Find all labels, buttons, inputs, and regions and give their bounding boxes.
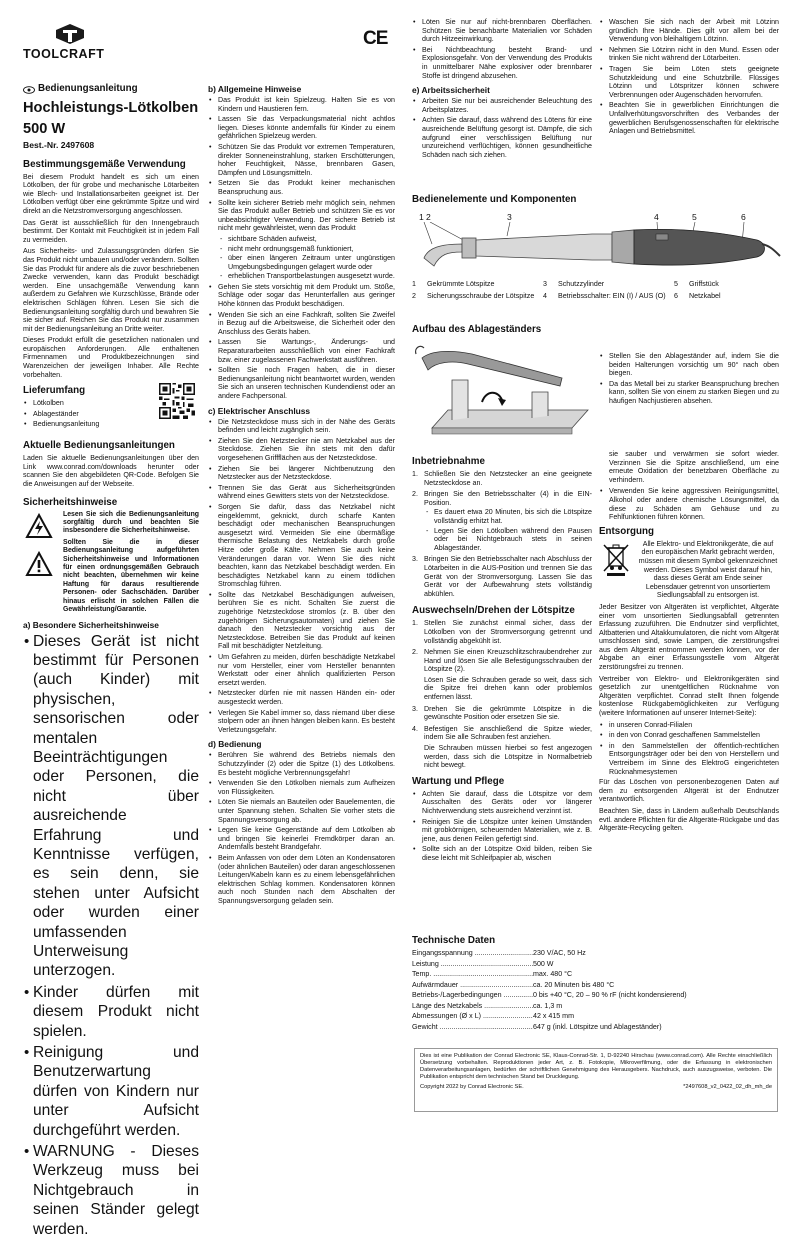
list-item: • Dieses Gerät ist nicht bestimmt für Personen (auch Kinder) mit physischen, sensorischen oder mentalen Beeinträchtigungen oder Personen, die nicht über ausreichende Erfahrung und Kenntnisse verfügen, es sein denn, sie stehen unter Aufsicht oder wurden einer umfassenden Unterweisung unterzogen. — [23, 632, 199, 981]
component-label: Netzkabel — [689, 291, 721, 300]
component-number: 4 — [543, 291, 547, 300]
list-item: • in den Sammelstellen der öffentlich-rechtlichen Entsorgungsträger oder bei den von Herstellern und Vertreibern im Sinne des ElektroG eingerichteten Rücknahmesystemen — [599, 742, 779, 776]
spec-value: 0 bis +40 °C, 20 – 90 % rF (nicht kondensierend) — [533, 991, 687, 999]
qr-code[interactable] — [159, 383, 195, 419]
work-safety-heading: e) Arbeitssicherheit — [412, 85, 490, 96]
spec-row — [412, 981, 782, 992]
safety-heading: Sicherheitshinweise — [23, 496, 118, 508]
brand-logo — [23, 23, 143, 61]
spec-key: Aufwärmdauer ..... — [412, 981, 533, 992]
list-item: • Ziehen Sie den Netzstecker nie am Netzkabel aus der Steckdose. Ziehen Sie ihn stets mit den dafür vorgesehenen Griffflächen aus der Netzsteckdose. — [208, 437, 395, 463]
spec-value: 500 W — [533, 959, 554, 968]
work-safety-list — [412, 97, 592, 159]
care-heading: Wartung und Pflege — [412, 775, 505, 787]
step-text: Nehmen Sie einen Kreuzschlitzschraubendreher zur Hand und lösen Sie alle Befestigungsschrauben der Lötspitze (2). — [424, 648, 592, 674]
list-item: • Das Produkt ist kein Spielzeug. Halten Sie es von Kindern und Haustieren fern. — [208, 96, 395, 113]
delivery-heading: Lieferumfang — [23, 385, 86, 397]
tip-steps — [412, 619, 592, 770]
list-item: • Achten Sie darauf, dass die Lötspitze vor dem Ausschalten des Geräts oder vor längerer Nichtverwendung stets ausreichend verzinnt ist. — [412, 790, 592, 816]
step-text: Bringen Sie den Betriebsschalter (4) in die EIN-Position. — [424, 490, 592, 507]
list-item: • Gehen Sie stets vorsichtig mit dem Produkt um. Stöße, Schläge oder sogar das Herunterfallen aus geringer Höhe können das Produkt beschädigen. — [208, 283, 395, 309]
spec-value: ca. 20 Minuten bis 480 °C — [533, 980, 615, 989]
manuals-heading: Aktuelle Bedienungsanleitungen — [23, 440, 175, 452]
item-number: Best.-Nr. 2497608 — [23, 140, 95, 150]
spec-row — [412, 991, 782, 1002]
spec-key: Gewicht ..... — [412, 1023, 533, 1034]
list-item: • WARNUNG - Dieses Werkzeug muss bei Nichtgebrauch in seinen Ständer gelegt werden. — [23, 1142, 199, 1239]
component-label: Betriebsschalter: EIN (I) / AUS (O) — [558, 291, 666, 300]
list-item: • Wenden Sie sich an eine Fachkraft, sollten Sie Zweifel in Bezug auf die Arbeitsweise, die Sicherheit oder den Anschluss des Geräts haben. — [208, 311, 395, 337]
electric-heading: c) Elektrischer Anschluss — [208, 405, 311, 416]
table-row — [412, 292, 782, 304]
step: 2. Bringen Sie den Betriebsschalter (4) in die EIN-Position. - Es dauert etwa 20 Minuten, bis sich die Lötspitze vollständig erhitzt hat. - Legen Sie den Lötkolben während den Pausen oder bei Nichtgebrauch stets in seinen Ablageständer. — [412, 490, 592, 552]
component-number: 1 — [412, 280, 416, 288]
list-item: • Sorgen Sie dafür, dass das Netzkabel nicht eingeklemmt, geknickt, durch scharfe Kanten beschädigt oder mechanischen Beanspruchungen ausgesetzt wird. Vermeiden Sie eine übermäßige thermische Belastung des Netzkabels durch große Hitze oder große Kälte. Nehmen Sie auch keine Veränderungen daran vor. Wenn Sie dies nicht beachten, kann das Netzkabel beschädigt werden. Ein beschädigtes Netzkabel kann zu einem tödlichen Stromschlag führen. — [208, 503, 395, 589]
spec-row — [412, 1012, 782, 1023]
sub-item: - Legen Sie den Lötkolben während den Pausen oder bei Nichtgebrauch stets in seinen Ablageständer. — [424, 527, 592, 553]
delivery-section — [23, 385, 199, 435]
disposal-heading: Entsorgung — [599, 525, 654, 537]
disposal-text: Für das Löschen von personenbezogenen Daten auf dem zu entsorgenden Altgerät ist der Endnutzer verantwortlich. — [599, 778, 779, 804]
callout-label: 6 — [741, 212, 746, 222]
list-item: • Sollten Sie noch Fragen haben, die in dieser Bedienungsanleitung nicht beantwortet wurden, wenden Sie sich an unseren technischen Kundendienst oder an andere Fachpersonal. — [208, 366, 395, 400]
safety-text: Sollten Sie die in dieser Bedienungsanleitung aufgeführten Sicherheitshinweise und Informationen für einen ordnungsgemäßen Gebrauch nicht beachten, übernehmen wir keine Haftung für daraus resultierende Personen- oder Sachschäden. Darüber hinaus erlischt in solchen Fällen die Gewährleistung/Garantie. — [63, 538, 199, 614]
stand-notes — [599, 352, 779, 408]
spec-key: Eingangsspannung ..... — [412, 949, 533, 960]
disposal-list — [599, 721, 779, 777]
step: 3. Drehen Sie die gekrümmte Lötspitze in die gewünschte Position oder ersetzen Sie sie. — [412, 704, 592, 722]
intended-use-text: Das Gerät ist ausschließlich für den Innengebrauch bestimmt. Der Kontakt mit Feuchtigkeit ist in jedem Fall zu vermeiden. — [23, 218, 199, 244]
step-note: Lösen Sie die Schrauben gerade so weit, dass sich die Spitze frei drehen kann oder problemlos entfernen lässt. — [424, 675, 592, 702]
sub-item: - über einen längeren Zeitraum unter ungünstigen Umgebungsbedingungen gelagert wurde oder — [218, 254, 395, 271]
step-text: Drehen Sie die gekrümmte Lötspitze in die gewünschte Position oder ersetzen Sie sie. — [424, 704, 592, 722]
list-item: • Um Gefahren zu meiden, dürfen beschädigte Netzkabel nur vom Hersteller, einer vom Hersteller benannten Werkstatt oder einer ähnlich qualifizierten Person ersetzt werden. — [208, 653, 395, 687]
care-continuation: sie sauber und verwärmen sie sofort wieder. Verzinnen Sie die Spitze anschließend, um eine erneute Oxidation der benetzbaren Oberfläche zu verhindern. — [609, 450, 779, 484]
disposal-text: Beachten Sie, dass in Ländern außerhalb Deutschlands evtl. andere Pflichten für die Altgeräte-Rückgabe und das Altgeräte-Recycling gelten. — [599, 806, 779, 833]
list-item: • Nehmen Sie Lötzinn nicht in den Mund. Essen oder trinken Sie nicht während der Lötarbeiten. — [599, 46, 779, 63]
general-heading: b) Allgemeine Hinweise — [208, 84, 302, 94]
list-item: • Löten Sie niemals an Bauteilen oder Bauelementen, die unter Spannung stehen. Schalten Sie vorher stets die Spannungsversorgung ab. — [208, 798, 395, 824]
safety-text: Lesen Sie sich die Bedienungsanleitung sorgfältig durch und beachten Sie insbesondere die Sicherheitshinweise. — [63, 510, 199, 535]
sub-item: - nicht mehr ordnungsgemäß funktioniert, — [218, 245, 395, 254]
list-item: • Bei Nichtbeachtung besteht Brand- und Explosionsgefahr. Von der Verwendung des Produkts in unmittelbarer Nähe explosiver oder brennbarer Stoffe ist dringend abzusehen. — [412, 46, 592, 80]
spec-value: 42 x 415 mm — [533, 1012, 575, 1020]
footer-bottom-row — [420, 1084, 772, 1091]
spec-row — [412, 1023, 782, 1034]
list-item: • Ablageständer — [23, 410, 199, 419]
sub-list — [424, 508, 592, 552]
component-number: 5 — [674, 280, 678, 288]
intended-use-text: Dieses Produkt erfüllt die gesetzlichen nationalen und europäischen Anforderungen. Alle enthaltenen Firmennamen und Produktbezeichnungen sind Warenzeichen der jeweiligen Inhaber. Alle Rechte vorbehalten. — [23, 336, 199, 379]
step-text: Schließen Sie den Netzstecker an eine geeignete Netzsteckdose an. — [424, 470, 592, 487]
list-item: • Beim Anfassen von oder dem Löten an Kondensatoren (oder ähnlichen Bauteilen) oder daran angeschlossenen Leitungen/Kabeln kann es zu einem lebensgefährlichen elektrischen Schlag kommen. Kondensatoren können auch noch Stunden nach dem Abschalten der Spannungsversorgung geladen sein. — [208, 854, 395, 906]
list-item: • Verlegen Sie Kabel immer so, dass niemand über diese stolpern oder an ihnen hängen bleiben kann. Es besteht Verletzungsgefahr. — [208, 709, 395, 735]
sub-item: - erheblichen Transportbelastungen ausgesetzt wurde. — [218, 272, 395, 281]
list-item: • Tragen Sie beim Löten stets geeignete Schutzkleidung und eine Schutzbrille. Flüssiges Lötzinn und Lötspritzer können schwere Verbrennungen oder Augenschäden hervorrufen. — [599, 65, 779, 99]
tech-heading: Technische Daten — [412, 935, 496, 946]
product-title: Hochleistungs-Lötkolben — [23, 100, 199, 116]
component-number: 2 — [412, 291, 416, 300]
step-text: Stellen Sie zunächst einmal sicher, dass der Lötkolben von der Stromversorgung getrennt und vollständig abgekühlt ist. — [424, 619, 592, 645]
safety-block — [23, 511, 199, 615]
disposal-symbol-block — [599, 540, 779, 600]
component-label: Schutzzylinder — [558, 280, 605, 288]
ce-mark: CE — [363, 28, 388, 49]
disposal-text: Vertreiber von Elektro- und Elektronikgeräten sind gesetzlich zur unentgeltlichen Rücknahme von Altgeräten verpflichtet. Conrad stellt Ihnen folgende kostenlose Rückgabemöglichkeiten zur Verfügung (weitere Informationen auf unserer Internet-Seite): — [599, 674, 779, 718]
list-item: • Lassen Sie das Verpackungsmaterial nicht achtlos liegen. Dieses könnte andernfalls für Kinder zu einem gefährlichen Spielzeug werden. — [208, 115, 395, 141]
footer-copyright: Copyright 2022 by Conrad Electronic SE. — [420, 1084, 524, 1090]
eye-icon — [23, 86, 35, 94]
spec-value: 230 V/AC, 50 Hz — [533, 949, 586, 957]
sub-item: - sichtbare Schäden aufweist, — [218, 235, 395, 244]
hygiene-list — [599, 18, 779, 136]
spec-value: 647 g (inkl. Lötspitze und Ablageständer) — [533, 1022, 662, 1031]
stand-list — [599, 352, 779, 406]
list-item: • Da das Metall bei zu starker Beanspruchung brechen kann, sollten Sie von einem zu starken Biegen und zu häufigen Nachjustieren absehen. — [599, 380, 779, 406]
stand-heading: Aufbau des Ablageständers — [412, 324, 542, 335]
callout-label: 4 — [654, 212, 659, 222]
special-safety-list — [23, 632, 199, 1240]
list-item: • Kinder dürfen mit diesem Produkt nicht spielen. — [23, 983, 199, 1041]
column-2 — [208, 84, 395, 907]
list-item: • Bedienungsanleitung — [23, 420, 199, 429]
publication-footer — [414, 1048, 778, 1112]
callout-label: 3 — [507, 212, 512, 222]
list-item: • Berühren Sie während des Betriebs niemals den Schutzzylinder (2) oder die Spitze (1) des Lötkolbens. Es besteht mögliche Verbrennungsgefahr! — [208, 751, 395, 777]
footer-text: Dies ist eine Publikation der Conrad Electronic SE, Klaus-Conrad-Str. 1, D-92240 Hirschau (www.conrad.com). Alle Rechte einschließlich Übersetzung vorbehalten. Reproduktionen jeder Art, z. B. Fotokopie, Mikroverfilmung, oder die Erfassung in elektronischen Datenverarbeitungsanlagen, bedürfen der schriftlichen Genehmigung des Herausgebers. Nachdruck, auch auszugsweise, verboten. Die Publikation entspricht dem technischen Stand bei Drucklegung. — [420, 1053, 772, 1080]
tech-table — [412, 949, 782, 1033]
spec-key: Betriebs-/Lagerbedingungen ..... — [412, 991, 533, 1002]
list-item: • Legen Sie keine Gegenstände auf dem Lötkolben ab und bringen Sie keinerlei Fremdkörper daran an. Andernfalls besteht Brandgefahr. — [208, 826, 395, 852]
callout-label: 2 — [426, 212, 431, 222]
intended-use-heading: Bestimmungsgemäße Verwendung — [23, 158, 186, 170]
step: 1. Stellen Sie zunächst einmal sicher, dass der Lötkolben von der Stromversorgung getrennt und vollständig abgekühlt ist. — [412, 619, 592, 645]
column-1 — [23, 83, 199, 1241]
step: 1. Schließen Sie den Netzstecker an eine geeignete Netzsteckdose an. — [412, 470, 592, 487]
column-3-top — [412, 18, 592, 161]
intended-use-text: Bei diesem Produkt handelt es sich um einen Lötkolben, der für grobe und mechanische Lötarbeiten wie Blech- und Installationsarbeiten geeignet ist. Der Lötkolben verfügt über eine gekrümmte Spitze und wird direkt an die Netzstromversorgung angeschlossen. — [23, 172, 199, 215]
intended-use-text: Aus Sicherheits- und Zulassungsgründen dürfen Sie das Produkt nicht umbauen und/oder verändern. Sollten Sie das Produkt für andere als die zuvor beschriebenen Zwecke verwenden, kann das Produkt beschädigt werden. Eine unsachgemäße Verwendung kann außerdem zu Gefahren wie Kurzschlüsse, Brände oder elektrischen Schlägen führen. Lesen Sie sich die Bedienungsanleitung sorgfältig durch und bewahren Sie sie sicher auf. Reichen Sie das Produkt nur zusammen mit der Bedienungsanleitung an Dritte weiter. — [23, 247, 199, 333]
startup-heading: Inbetriebnahme — [412, 456, 485, 467]
list-item: • Beachten Sie in gewerblichen Einrichtungen die Unfallverhütungsvorschriften des Verbandes der gewerblichen Berufsgenossenschaften für elektrische Anlagen und Betriebsmittel. — [599, 101, 779, 135]
stand-illustration — [412, 340, 592, 440]
step: 3. Bringen Sie den Betriebsschalter nach Abschluss der Lötarbeiten in die AUS-Position und trennen Sie das Gerät von der Stromversorgung. Lassen Sie das Gerät vor der Aufbewahrung stets vollständig abkühlen. — [412, 555, 592, 598]
spec-key: Temp. ..... — [412, 970, 533, 981]
component-label: Griffstück — [689, 280, 719, 288]
soldering-iron-illustration — [412, 222, 782, 280]
crossed-bin-icon — [601, 542, 631, 576]
component-number: 3 — [543, 280, 547, 288]
special-safety-heading: a) Besondere Sicherheitshinweise — [23, 619, 159, 630]
spec-value: ca. 1,3 m — [533, 1001, 563, 1010]
list-item-text: Sollte kein sicherer Betrieb mehr möglich sein, nehmen Sie das Produkt außer Betrieb und schützen Sie es vor unbeabsichtigter Verwendung. Der sichere Betrieb ist nicht mehr gewährleistet, wenn das Produkt — [218, 198, 395, 233]
disposal-text: Jeder Besitzer von Altgeräten ist verpflichtet, Altgeräte einer vom unsortierten Siedlungsabfall getrennten Erfassung zuzuführen. Die Endnutzer sind verpflichtet, Altbatterien und Altakkumulatoren, die nicht vom Altgerät umschlossen sind, sowie Lampen, die zerstörungsfrei aus dem Altgerät entnommen werden können, vor der Abgabe an einer Erfassungsstelle vom Altgerät zerstörungsfrei zu trennen. — [599, 602, 779, 672]
product-power: 500 W — [23, 121, 66, 137]
column-4-top — [599, 18, 779, 138]
step-text: Bringen Sie den Betriebsschalter nach Abschluss der Lötarbeiten in die AUS-Position und trennen Sie das Gerät von der Stromversorgung. Lassen Sie das Gerät vor der Aufbewahrung stets vollständig abkühlen. — [424, 555, 592, 598]
sub-item: - Es dauert etwa 20 Minuten, bis sich die Lötspitze vollständig erhitzt hat. — [424, 508, 592, 525]
spec-key: Leistung ..... — [412, 960, 533, 971]
doc-type-row — [23, 83, 199, 96]
startup-steps — [412, 470, 592, 598]
step-note: Die Schrauben müssen hierbei so fest angezogen werden, dass sich die Lötspitze in Normalbetrieb nicht bewegt. — [424, 744, 592, 770]
step-text: Befestigen Sie anschließend die Spitze wieder, indem Sie alle Schrauben fest anziehen. — [424, 724, 592, 742]
spec-value: max. 480 °C — [533, 970, 573, 978]
list-item: • Schützen Sie das Produkt vor extremen Temperaturen, direkter Sonneneinstrahlung, starken Erschütterungen, hoher Feuchtigkeit, Nässe, brennbaren Gasen, Dämpfen und Lösungsmitteln. — [208, 143, 395, 177]
list-item: • Reinigen Sie die Lötspitze unter keinen Umständen mit grobkörnigen, scheuernden Materialien, wie z. B. jene, aus denen Feilen gefertigt sind. — [412, 818, 592, 844]
list-item: • Arbeiten Sie nur bei ausreichender Beleuchtung des Arbeitsplatzes. — [412, 97, 592, 114]
spec-key: Länge des Netzkabels ..... — [412, 1002, 533, 1013]
list-item: • Die Netzsteckdose muss sich in der Nähe des Geräts befinden und leicht zugänglich sein. — [208, 418, 395, 435]
components-table — [412, 280, 782, 303]
component-callouts — [412, 212, 782, 280]
general-list — [208, 96, 395, 401]
list-item: • Netzstecker dürfen nie mit nassen Händen ein- oder ausgesteckt werden. — [208, 689, 395, 706]
brand-name: TOOLCRAFT — [23, 47, 105, 61]
list-item: • in den von Conrad geschaffenen Sammelstellen — [599, 731, 779, 740]
list-item: • Verwenden Sie den Lötkolben niemals zum Aufheizen von Flüssigkeiten. — [208, 779, 395, 796]
list-item: • in unseren Conrad-Filialen — [599, 721, 779, 730]
column-3-bottom — [412, 450, 592, 865]
column-4-bottom — [599, 450, 779, 836]
list-item: • Ziehen Sie bei längerer Nichtbenutzung den Netzstecker aus der Netzsteckdose. — [208, 465, 395, 482]
list-item: • Waschen Sie sich nach der Arbeit mit Lötzinn gründlich Ihre Hände. Dies gilt vor allem bei der Verwendung von bleihaltigem Lötzinn. — [599, 18, 779, 44]
components-heading: Bedienelemente und Komponenten — [412, 194, 577, 205]
toolcraft-logo-icon — [53, 23, 87, 47]
tip-heading: Auswechseln/Drehen der Lötspitze — [412, 605, 575, 617]
spec-row — [412, 1002, 782, 1013]
callout-label: 1 — [419, 212, 424, 222]
list-item: • Löten Sie nur auf nicht-brennbaren Oberflächen. Schützen Sie benachbarte Materialien vor Schäden durch Hitzeeinwirkung. — [412, 18, 592, 44]
list-item: • Sollte das Netzkabel Beschädigungen aufweisen, berühren Sie es nicht. Schalten Sie zuerst die zugehörige Netzsteckdose stromlos (z. B. über den zugehörigen Sicherungsautomaten) und ziehen Sie danach den Netzstecker vorsichtig aus der Netzsteckdose. Betreiben Sie das Produkt auf keinen Fall mit beschädigter Netzleitung. — [208, 591, 395, 651]
disposal-symbol-text: Alle Elektro- und Elektronikgeräte, die auf den europäischen Markt gebracht werden, müssen mit diesem Symbol gekennzeichnet werden. Dieses Symbol weist darauf hin, dass dieses Gerät am Ende seiner Lebensdauer getrennt von unsortiertem Siedlungsabfall zu entsorgen ist. — [638, 539, 778, 600]
care-list-cont — [599, 487, 779, 521]
exclamation-warning-icon — [25, 551, 53, 577]
list-item: • Lötkolben — [23, 399, 199, 408]
spec-key: Abmessungen (Ø x L) ..... — [412, 1012, 533, 1023]
list-item: • Stellen Sie den Ablageständer auf, indem Sie die beiden Halterungen vorsichtig um 90° nach oben biegen. — [599, 352, 779, 378]
list-item: • Reinigung und Benutzerwartung dürfen von Kindern nur unter Aufsicht durchgeführt werden. — [23, 1043, 199, 1140]
electric-list — [208, 418, 395, 735]
solder-safety-list — [412, 18, 592, 80]
manuals-text: Laden Sie aktuelle Bedienungsanleitungen über den Link www.conrad.com/downloads herunter oder scannen Sie den abgebildeten QR-Code. Befolgen Sie die Anweisungen auf der Webseite. — [23, 454, 199, 489]
step: 4. Befestigen Sie anschließend die Spitze wieder, indem Sie alle Schrauben fest anziehen. Die Schrauben müssen hierbei so fest angezogen werden, dass sich die Lötspitze in Normalbetrieb nicht bewegt. — [412, 724, 592, 770]
component-label: Sicherungsschraube der Lötspitze — [427, 291, 535, 300]
component-label: Gekrümmte Lötspitze — [427, 280, 495, 288]
spec-row — [412, 949, 782, 960]
list-item — [208, 199, 395, 281]
doc-type: Bedienungsanleitung — [38, 83, 138, 95]
component-number: 6 — [674, 291, 678, 300]
spec-row — [412, 960, 782, 971]
callout-label: 5 — [692, 212, 697, 222]
list-item: • Achten Sie darauf, dass während des Lötens für eine ausreichende Belüftung gesorgt ist. Dämpfe, die sich aufgrund einer verschlissigen Belüftung nur unzureichend verflüchtigen, können gesundheitliche Schäden nach sich ziehen. — [412, 116, 592, 159]
list-item: • Verwenden Sie keine aggressiven Reinigungsmittel, Alkohol oder andere chemische Lösungsmittel, da diese zu Schäden am Gehäuse und zu Fehlfunktionen führen können. — [599, 487, 779, 521]
list-item: • Trennen Sie das Gerät aus Sicherheitsgründen während eines Gewitters stets von der Netzsteckdose. — [208, 484, 395, 501]
list-item: • Lassen Sie Wartungs-, Änderungs- und Reparaturarbeiten ausschließlich von einer Fachkraft bzw. einer zugelassenen Fachwerkstatt ausführen. — [208, 338, 395, 364]
spec-row — [412, 970, 782, 981]
footer-code: *2497608_v2_0422_02_dh_mh_de — [683, 1084, 772, 1090]
care-list — [412, 790, 592, 863]
list-item: • Sollte sich an der Lötspitze Oxid bilden, reiben Sie diese leicht mit Schleifpapier ab, wischen — [412, 845, 592, 862]
step: 2. Nehmen Sie einen Kreuzschlitzschraubendreher zur Hand und lösen Sie alle Befestigungsschrauben der Lötspitze (2). Lösen Sie die Schrauben gerade so weit, dass sich die Spitze frei drehen kann oder problemlos entfernen lässt. — [412, 648, 592, 702]
table-row — [412, 280, 782, 292]
sub-list — [218, 235, 395, 281]
lightning-warning-icon — [25, 513, 53, 539]
list-item: • Setzen Sie das Produkt keiner mechanischen Beanspruchung aus. — [208, 179, 395, 196]
operation-list — [208, 751, 395, 905]
operation-heading: d) Bedienung — [208, 739, 262, 750]
